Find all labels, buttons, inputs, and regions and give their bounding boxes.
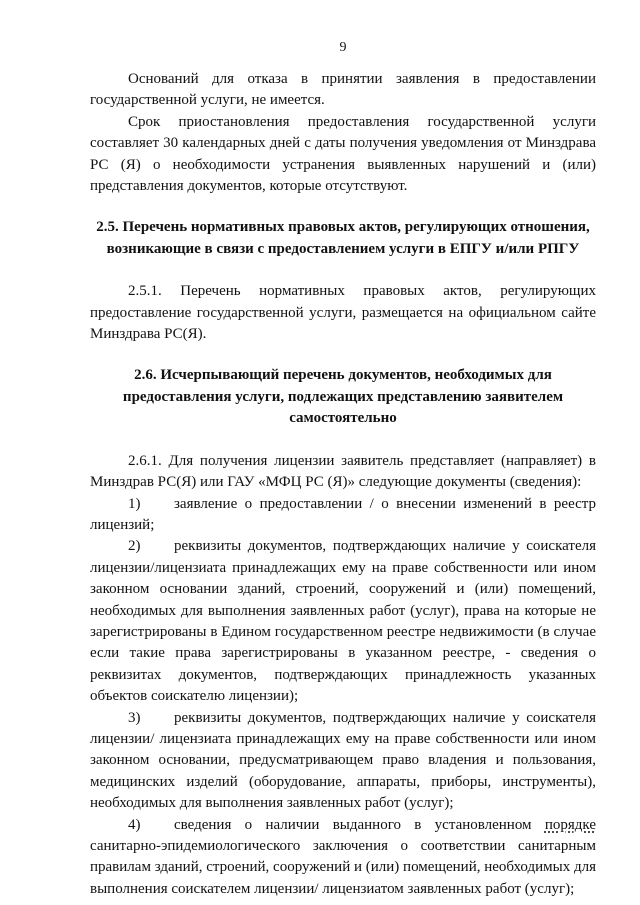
list-item-1 [90, 494, 596, 537]
page-number: 9 [339, 40, 347, 55]
paragraph-2-5-1: 2.5.1. Перечень нормативных правовых актов, регулирующих предоставление государственной услуги, размещается на официальном сайте Минздрава РС(Я). [90, 283, 596, 343]
paragraph-no-refusal-grounds: Оснований для отказа в принятии заявления в предоставлении государственной услуги, не имеется. [90, 71, 596, 109]
list-item-number: 3) [128, 709, 141, 726]
list-item-number: 1) [128, 495, 141, 512]
paragraph-2-6-1: 2.6.1. Для получения лицензии заявитель представляет (направляет) в Минздрав РС(Я) или ГАУ «МФЦ РС (Я)» следующие документы (сведения): [90, 452, 596, 491]
list-item-text: реквизиты документов, подтверждающих наличие у соискателя лицензии/лицензиата принадлежащих ему на праве собственности или ином законном основании зданий, строений, сооружений и (или) помещений, необходимых для выполнения заявленных работ (услуг), права на которые не зарегистрированы в Едином государственном реестре недвижимости (в случае если такие права зарегистрированы в указанном реестре, - сведения о реквизитах документов, подтверждающих принадлежность указанных объектов соискателю лицензии); [90, 538, 596, 705]
list-item-text-start: сведения о наличии выданного в установленном [174, 816, 545, 833]
section-heading-2-5: 2.5. Перечень нормативных правовых актов, регулирующих отношения, возникающие в связи с предоставлением услуги в ЕПГУ и/или РПГУ [96, 219, 590, 257]
paragraph-suspension-term: Срок приостановления предоставления государственной услуги составляет 30 календарных дней с даты получения уведомления от Минздрава РС (Я) о необходимости устранения выявленных нарушений и (или) представления документов, которые отсутствуют. [90, 113, 596, 195]
list-item-3 [90, 708, 596, 815]
list-item-4 [90, 815, 596, 901]
document-body [90, 69, 596, 900]
list-item-text: реквизиты документов, подтверждающих наличие у соискателя лицензии/ лицензиата принадлежащих ему на праве собственности или ином законном основании, предусматривающем право владения и пользования, медицинских изделий (оборудование, аппараты, приборы, инструменты), необходимых для выполнения заявленных работ (услуг); [90, 709, 596, 812]
list-item-text-end: санитарно-эпидемиологического заключения о соответствии санитарным правилам зданий, строений, сооружений и (или) помещений, необходимых для выполнения соискателем лицензии/ лицензиатом заявленных работ (услуг); [90, 838, 596, 897]
list-item-number: 4) [128, 816, 141, 833]
list-item-2 [90, 536, 596, 707]
list-item-text: заявление о предоставлении / о внесении изменений в реестр лицензий; [90, 495, 596, 533]
list-item-number: 2) [128, 538, 141, 555]
dotted-underlined-word: порядке [544, 816, 596, 833]
section-heading-2-6: 2.6. Исчерпывающий перечень документов, необходимых для предоставления услуги, подлежащих представлению заявителем самостоятельно [122, 367, 564, 427]
